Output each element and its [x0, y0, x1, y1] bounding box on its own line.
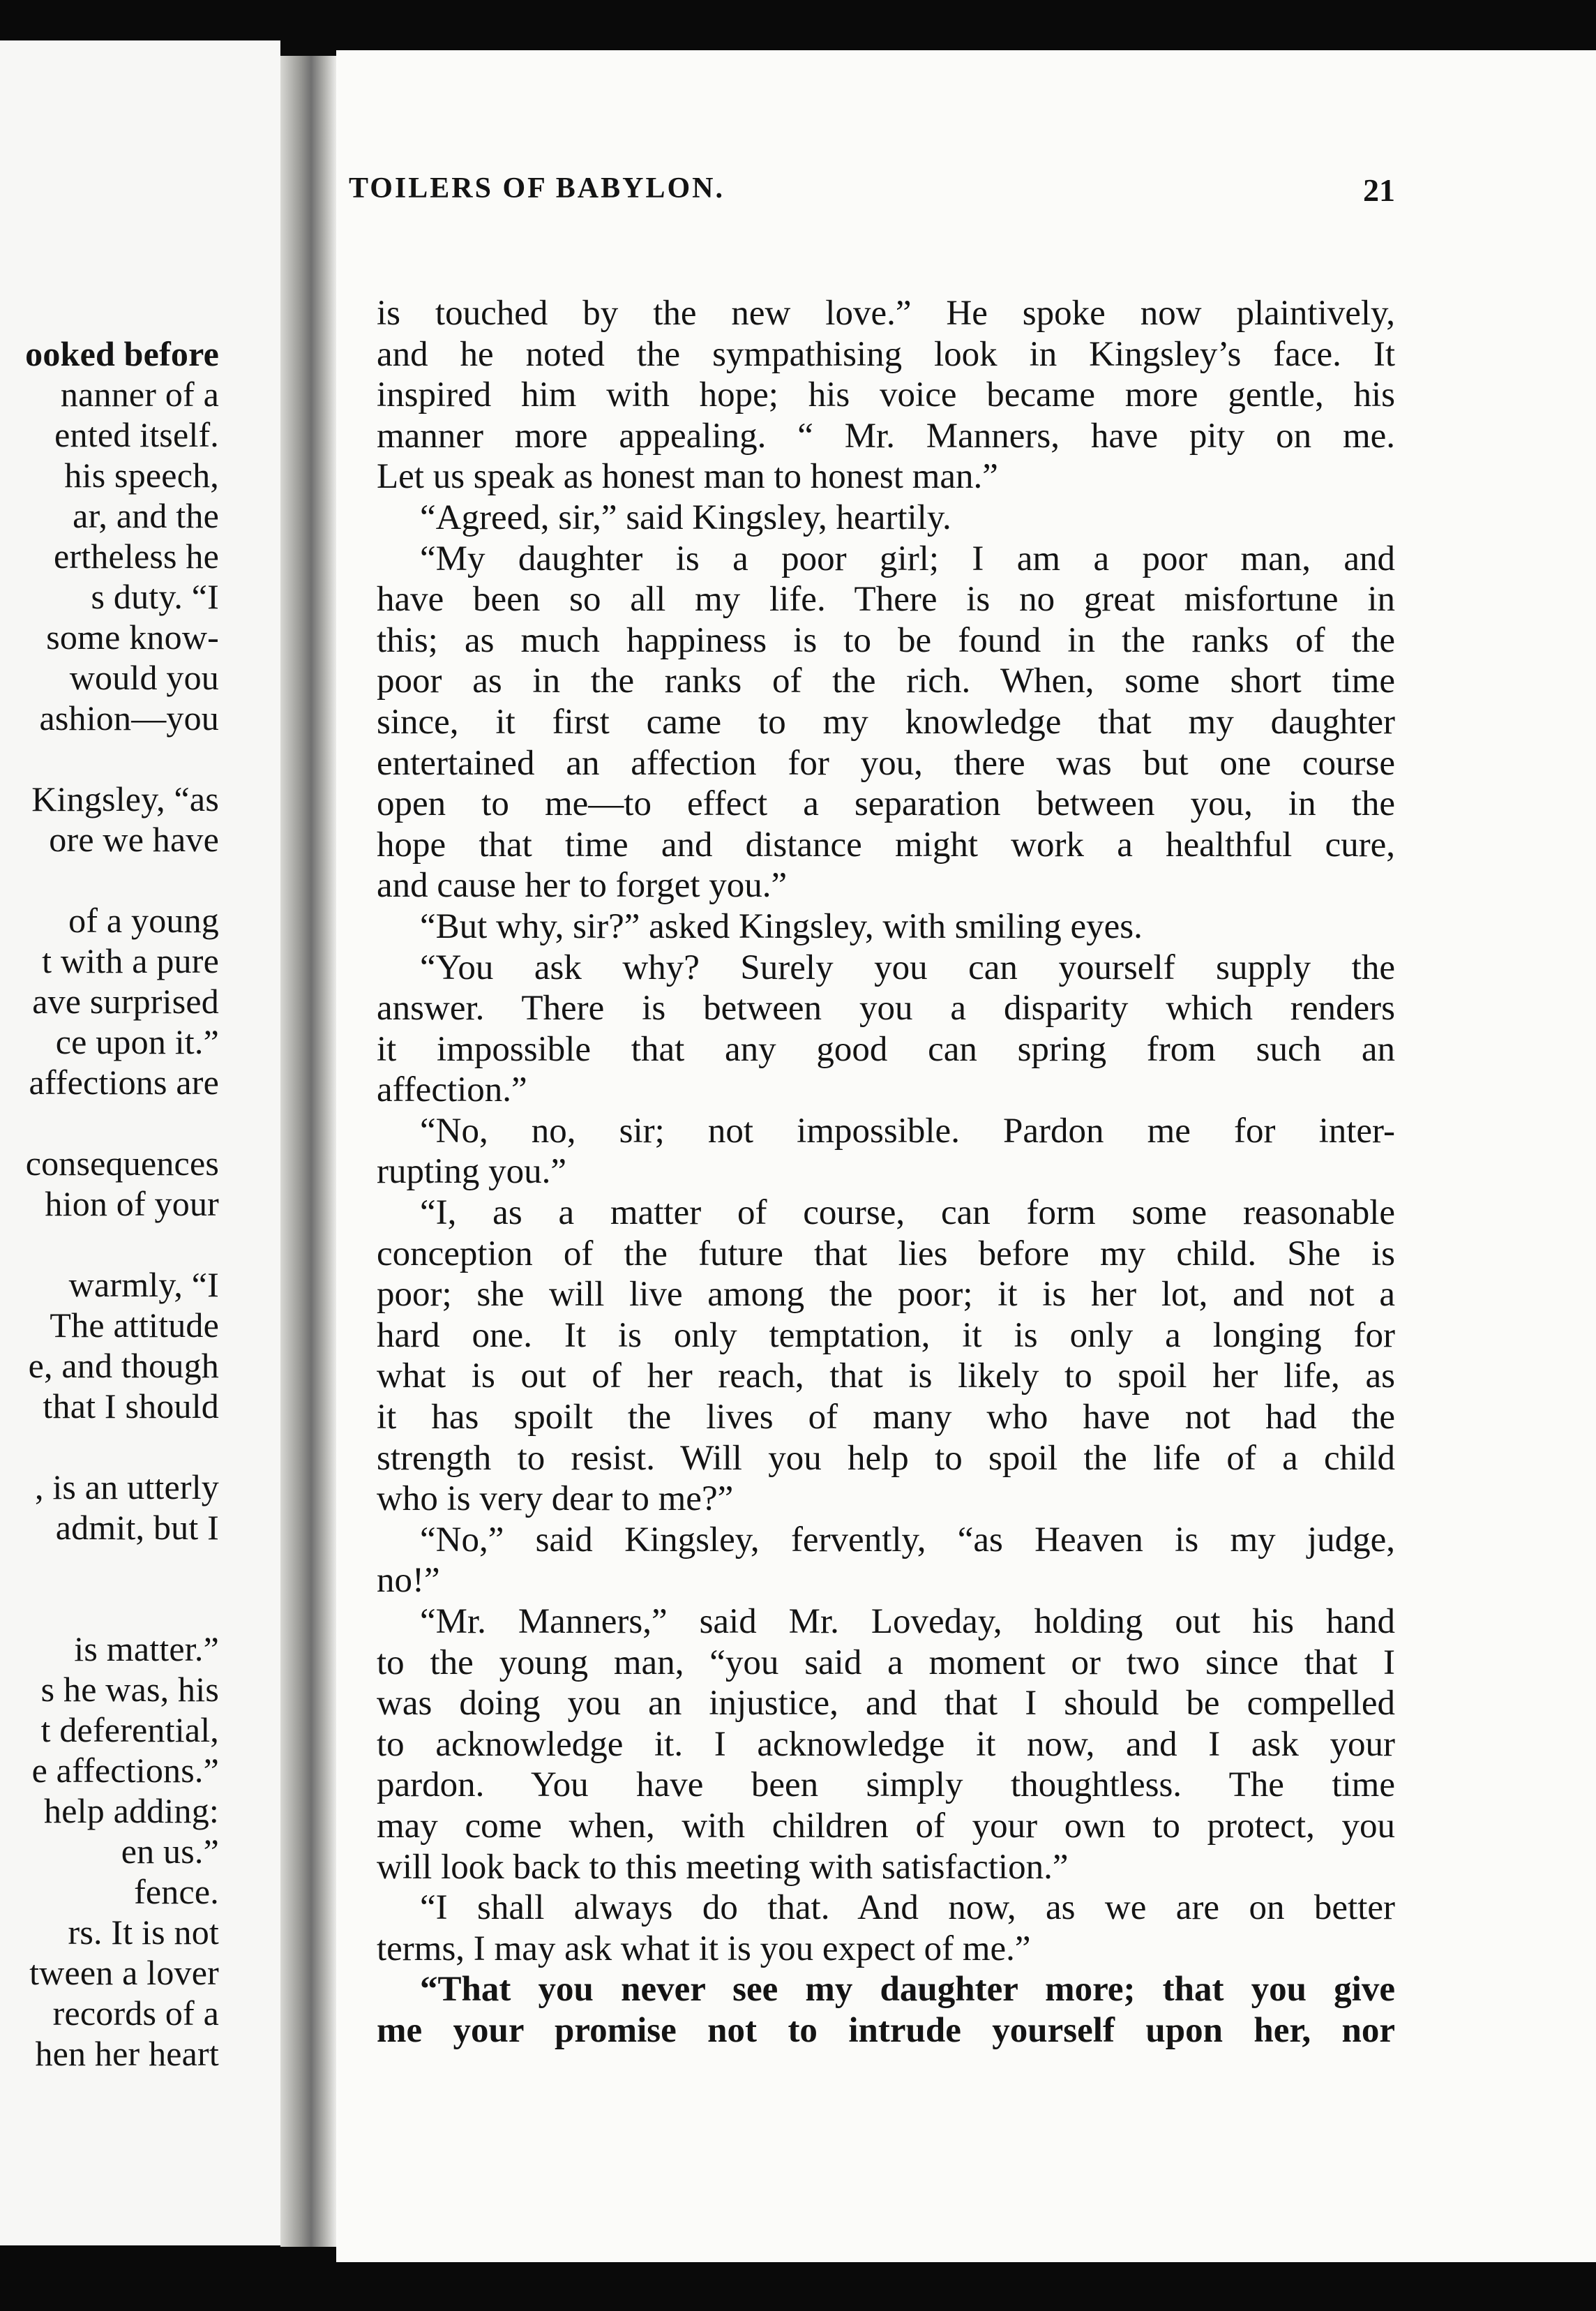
text-line: manner more appealing. “ Mr. Manners, have pity on me. [377, 416, 1395, 456]
text-line: who is very dear to me?” [377, 1479, 734, 1519]
facing-text-line: e affections.” [31, 1751, 219, 1790]
text-line: will look back to this meeting with satisfaction.” [377, 1847, 1069, 1887]
facing-text-line: records of a [52, 1994, 219, 2033]
text-line: and cause her to forget you.” [377, 866, 788, 906]
page-number: 21 [1363, 172, 1395, 208]
facing-text-line: Kingsley, “as [31, 779, 219, 818]
text-line: affection.” [377, 1070, 527, 1110]
facing-text-line: e, and though [28, 1346, 219, 1385]
text-line: “You ask why? Surely you can yourself supply the [420, 948, 1395, 987]
text-line: hard one. It is only temptation, it is only a longing for [377, 1315, 1395, 1355]
facing-text-line: ar, and the [73, 496, 219, 535]
facing-text-line: ashion—you [39, 698, 219, 738]
text-line: “My daughter is a poor girl; I am a poor man, and [420, 539, 1395, 578]
facing-text-line: , is an utterly [34, 1467, 219, 1506]
text-line: was doing you an injustice, and that I should be compelled [377, 1684, 1395, 1723]
facing-text-line: hen her heart [35, 2034, 219, 2073]
text-line: “Mr. Manners,” said Mr. Loveday, holding out his hand [420, 1602, 1395, 1641]
body-text [377, 293, 1395, 2051]
facing-text-line: consequences [25, 1144, 219, 1183]
facing-text-line: ooked before [25, 334, 219, 373]
facing-text-line: The attitude [50, 1306, 219, 1345]
facing-text-line: is matter.” [74, 1629, 219, 1668]
facing-text-line: s he was, his [40, 1670, 219, 1709]
facing-text-line: that I should [43, 1386, 219, 1426]
text-line: “That you never see my daughter more; that you give [420, 1970, 1395, 2010]
facing-text-line: would you [69, 658, 219, 697]
text-line: “Agreed, sir,” said Kingsley, heartily. [420, 498, 951, 537]
text-line: to the young man, “you said a moment or two since that I [377, 1643, 1395, 1682]
text-line: conception of the future that lies before my child. She is [377, 1234, 1395, 1273]
text-line: rupting you.” [377, 1152, 566, 1192]
facing-text-line: en us.” [121, 1832, 219, 1871]
facing-text-line: fence. [134, 1872, 219, 1911]
text-line: may come when, with children of your own to protect, you [377, 1806, 1395, 1846]
text-line: hope that time and distance might work a healthful cure, [377, 825, 1395, 865]
book-gutter [280, 56, 336, 2247]
text-line: entertained an affection for you, there was but one course [377, 743, 1395, 783]
text-line: open to me—to effect a separation between you, in the [377, 784, 1395, 824]
text-line: terms, I may ask what it is you expect of me.” [377, 1929, 1031, 1968]
text-line: pardon. You have been simply thoughtless. The time [377, 1765, 1395, 1805]
text-line: “No, no, sir; not impossible. Pardon me for inter- [420, 1111, 1395, 1151]
facing-text-line: nanner of a [60, 375, 219, 414]
facing-text-line: s duty. “I [91, 577, 219, 616]
running-header [349, 172, 1395, 214]
facing-text-line: rs. It is not [68, 1913, 219, 1952]
text-line: what is out of her reach, that is likely to spoil her life, as [377, 1356, 1395, 1396]
facing-text-line: some know- [46, 618, 219, 657]
text-line: to acknowledge it. I acknowledge it now, and I ask your [377, 1724, 1395, 1764]
text-line: no!” [377, 1561, 440, 1601]
facing-text-line: ce upon it.” [55, 1022, 219, 1061]
facing-text-line: warmly, “I [68, 1265, 219, 1304]
facing-text-line: affections are [29, 1063, 219, 1102]
facing-text-line: help adding: [44, 1791, 219, 1830]
text-line: it impossible that any good can spring from such an [377, 1029, 1395, 1069]
facing-text-line: t with a pure [42, 941, 219, 980]
text-line: “I, as a matter of course, can form some reasonable [420, 1193, 1395, 1233]
text-line: since, it first came to my knowledge that my daughter [377, 702, 1395, 742]
facing-text-line: t deferential, [40, 1710, 219, 1749]
text-line: “I shall always do that. And now, as we are on better [420, 1888, 1395, 1928]
facing-text-line: ertheless he [53, 537, 219, 576]
facing-text-line: of a young [68, 901, 219, 940]
facing-text-line: ave surprised [32, 982, 219, 1021]
text-line: “No,” said Kingsley, fervently, “as Heaven is my judge, [420, 1520, 1395, 1560]
text-line: answer. There is between you a disparity which renders [377, 989, 1395, 1029]
scan-border-top [0, 0, 1596, 42]
facing-page-left [0, 40, 280, 2245]
text-line: it has spoilt the lives of many who have not had the [377, 1398, 1395, 1437]
text-line: Let us speak as honest man to honest man.” [377, 457, 998, 497]
running-title: TOILERS OF BABYLON. [349, 172, 725, 204]
text-line: me your promise not to intrude yourself upon her, nor [377, 2010, 1395, 2050]
text-line: inspired him with hope; his voice became more gentle, his [377, 375, 1395, 415]
text-line: “But why, sir?” asked Kingsley, with smiling eyes. [420, 906, 1143, 946]
facing-text-line: admit, but I [55, 1508, 219, 1547]
text-line: poor as in the ranks of the rich. When, some short time [377, 661, 1395, 701]
facing-text-line: hion of your [45, 1184, 219, 1223]
text-line: and he noted the sympathising look in Kingsley’s face. It [377, 334, 1395, 374]
text-line: have been so all my life. There is no great misfortune in [377, 580, 1395, 620]
facing-text-line: his speech, [64, 456, 219, 495]
text-line: strength to resist. Will you help to spoil the life of a child [377, 1438, 1395, 1478]
text-line: poor; she will live among the poor; it is her lot, and not a [377, 1275, 1395, 1315]
text-line: is touched by the new love.” He spoke now plaintively, [377, 294, 1395, 333]
facing-text-line: ented itself. [54, 415, 219, 454]
facing-text-line: ore we have [49, 820, 219, 859]
facing-text-line: tween a lover [29, 1953, 219, 1992]
text-line: this; as much happiness is to be found in the ranks of the [377, 620, 1395, 660]
